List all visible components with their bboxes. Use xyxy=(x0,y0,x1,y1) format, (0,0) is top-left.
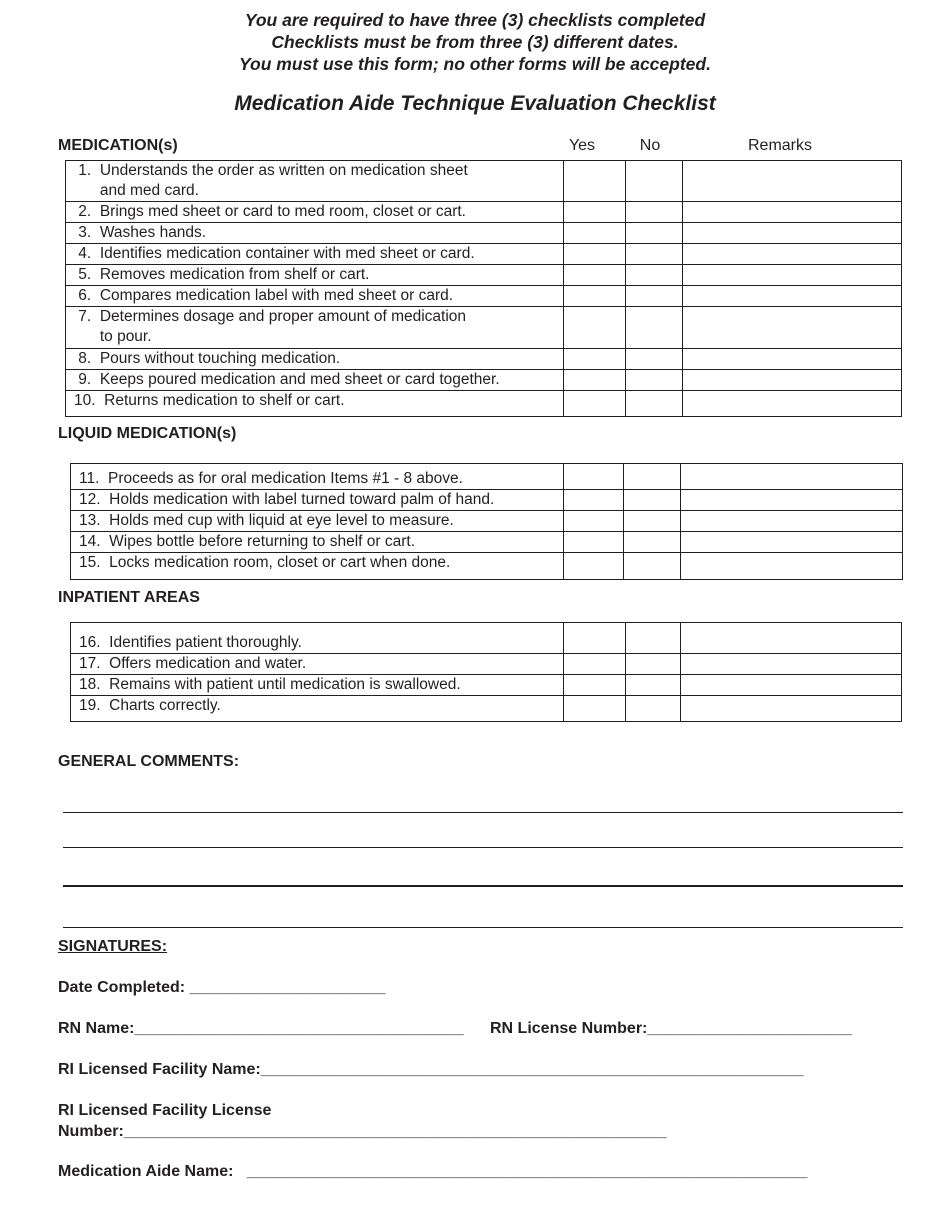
no-cell[interactable] xyxy=(626,675,681,696)
remarks-cell[interactable] xyxy=(683,349,902,370)
yes-cell[interactable] xyxy=(564,223,626,244)
checklist-item-5: 5. Removes medication from shelf or cart. xyxy=(74,266,370,283)
remarks-cell[interactable] xyxy=(681,511,903,532)
checklist-item-17: 17. Offers medication and water. xyxy=(79,655,307,672)
table-row xyxy=(66,307,902,349)
no-cell[interactable] xyxy=(624,553,681,580)
table-row xyxy=(71,490,903,511)
remarks-cell[interactable] xyxy=(681,532,903,553)
checklist-table-inpatient xyxy=(70,622,902,722)
yes-cell[interactable] xyxy=(564,349,626,370)
remarks-cell[interactable] xyxy=(681,623,902,654)
table-row xyxy=(66,244,902,265)
yes-cell[interactable] xyxy=(564,286,626,307)
table-row xyxy=(66,349,902,370)
yes-cell[interactable] xyxy=(564,307,626,349)
facility-license-label: RI Licensed Facility License xyxy=(58,1102,272,1119)
yes-cell[interactable] xyxy=(564,511,624,532)
checklist-item-6: 6. Compares medication label with med sheet or card. xyxy=(74,287,454,304)
remarks-cell[interactable] xyxy=(683,202,902,223)
yes-cell[interactable] xyxy=(564,654,626,675)
table-row xyxy=(71,464,903,490)
checklist-item-2: 2. Brings med sheet or card to med room, closet or cart. xyxy=(74,203,466,220)
date-completed-field[interactable]: Date Completed: ______________________ xyxy=(58,979,386,996)
no-cell[interactable] xyxy=(624,490,681,511)
yes-cell[interactable] xyxy=(564,623,626,654)
no-cell[interactable] xyxy=(624,464,681,490)
facility-name-field[interactable]: RI Licensed Facility Name:_____________________________________________________________ xyxy=(58,1061,804,1078)
remarks-cell[interactable] xyxy=(683,161,902,202)
yes-cell[interactable] xyxy=(564,391,626,417)
remarks-cell[interactable] xyxy=(683,307,902,349)
no-cell[interactable] xyxy=(626,654,681,675)
yes-cell[interactable] xyxy=(564,696,626,722)
rn-name-field[interactable]: RN Name:_____________________________________ xyxy=(58,1020,464,1037)
yes-cell[interactable] xyxy=(564,161,626,202)
no-cell[interactable] xyxy=(626,696,681,722)
no-cell[interactable] xyxy=(626,223,683,244)
no-cell[interactable] xyxy=(624,532,681,553)
notice-line-2: Checklists must be from three (3) different dates. xyxy=(271,32,679,52)
yes-cell[interactable] xyxy=(564,464,624,490)
comment-line[interactable] xyxy=(63,927,903,928)
remarks-cell[interactable] xyxy=(681,675,902,696)
yes-cell[interactable] xyxy=(564,244,626,265)
column-header-yes: Yes xyxy=(568,137,596,154)
checklist-item-12: 12. Holds medication with label turned toward palm of hand. xyxy=(79,491,495,508)
yes-cell[interactable] xyxy=(564,202,626,223)
no-cell[interactable] xyxy=(626,391,683,417)
yes-cell[interactable] xyxy=(564,675,626,696)
comment-line[interactable] xyxy=(63,885,903,887)
yes-cell[interactable] xyxy=(564,265,626,286)
table-row xyxy=(71,553,903,580)
table-row xyxy=(71,532,903,553)
yes-cell[interactable] xyxy=(564,370,626,391)
general-comments-heading: GENERAL COMMENTS: xyxy=(58,753,240,770)
table-row xyxy=(71,675,902,696)
no-cell[interactable] xyxy=(626,161,683,202)
checklist-item-1: 1. Understands the order as written on medication sheet and med card. xyxy=(78,162,468,199)
no-cell[interactable] xyxy=(626,286,683,307)
checklist-table-liquid xyxy=(70,463,903,580)
section-heading-medication: MEDICATION(s) xyxy=(58,137,178,154)
table-row xyxy=(66,161,902,202)
checklist-item-11: 11. Proceeds as for oral medication Items #1 - 8 above. xyxy=(79,470,463,487)
no-cell[interactable] xyxy=(624,511,681,532)
remarks-cell[interactable] xyxy=(683,370,902,391)
checklist-item-15: 15. Locks medication room, closet or cart when done. xyxy=(79,554,451,571)
table-row xyxy=(71,623,902,654)
checklist-item-9: 9. Keeps poured medication and med sheet or card together. xyxy=(74,371,500,388)
column-header-remarks: Remarks xyxy=(747,137,812,154)
checklist-item-8: 8. Pours without touching medication. xyxy=(74,350,341,367)
facility-license-number-field[interactable]: Number:_____________________________________________________________ xyxy=(58,1123,667,1140)
no-cell[interactable] xyxy=(626,265,683,286)
table-row xyxy=(71,654,902,675)
checklist-item-4: 4. Identifies medication container with med sheet or card. xyxy=(74,245,475,262)
no-cell[interactable] xyxy=(626,307,683,349)
table-row xyxy=(66,223,902,244)
remarks-cell[interactable] xyxy=(683,265,902,286)
checklist-item-7: 7. Determines dosage and proper amount of medication to pour. xyxy=(78,308,467,345)
table-row xyxy=(71,696,902,722)
table-row xyxy=(66,286,902,307)
remarks-cell[interactable] xyxy=(681,696,902,722)
table-row xyxy=(66,370,902,391)
checklist-item-18: 18. Remains with patient until medication is swallowed. xyxy=(79,676,461,693)
checklist-table-medication xyxy=(65,160,902,417)
page-title: Medication Aide Technique Evaluation Checklist xyxy=(234,92,716,115)
comment-line[interactable] xyxy=(63,847,903,848)
table-row xyxy=(66,202,902,223)
checklist-item-19: 19. Charts correctly. xyxy=(79,697,221,714)
remarks-cell[interactable] xyxy=(681,490,903,511)
signatures-heading: SIGNATURES: xyxy=(58,938,168,955)
yes-cell[interactable] xyxy=(564,553,624,580)
no-cell[interactable] xyxy=(626,244,683,265)
notice-line-3: You must use this form; no other forms will be accepted. xyxy=(239,54,711,74)
comment-line[interactable] xyxy=(63,812,903,813)
table-row xyxy=(66,265,902,286)
medication-aide-name-field[interactable]: Medication Aide Name: _______________________________________________________________ xyxy=(58,1163,808,1180)
remarks-cell[interactable] xyxy=(681,553,903,580)
checklist-item-14: 14. Wipes bottle before returning to shelf or cart. xyxy=(79,533,416,550)
no-cell[interactable] xyxy=(626,623,681,654)
column-header-no: No xyxy=(639,137,661,154)
remarks-cell[interactable] xyxy=(683,286,902,307)
table-row xyxy=(66,391,902,417)
rn-license-number-field[interactable]: RN License Number:_______________________ xyxy=(490,1020,853,1037)
remarks-cell[interactable] xyxy=(683,391,902,417)
remarks-cell[interactable] xyxy=(683,244,902,265)
checklist-item-3: 3. Washes hands. xyxy=(74,224,207,241)
yes-cell[interactable] xyxy=(564,532,624,553)
yes-cell[interactable] xyxy=(564,490,624,511)
section-heading-liquid: LIQUID MEDICATION(s) xyxy=(58,425,237,442)
no-cell[interactable] xyxy=(626,349,683,370)
remarks-cell[interactable] xyxy=(683,223,902,244)
checklist-item-13: 13. Holds med cup with liquid at eye level to measure. xyxy=(79,512,454,529)
checklist-item-10: 10. Returns medication to shelf or cart. xyxy=(74,392,345,409)
checklist-item-16: 16. Identifies patient thoroughly. xyxy=(79,634,302,651)
remarks-cell[interactable] xyxy=(681,654,902,675)
section-heading-inpatient: INPATIENT AREAS xyxy=(58,589,200,606)
no-cell[interactable] xyxy=(626,370,683,391)
table-row xyxy=(71,511,903,532)
no-cell[interactable] xyxy=(626,202,683,223)
remarks-cell[interactable] xyxy=(681,464,903,490)
notice-line-1: You are required to have three (3) checklists completed xyxy=(244,10,706,30)
